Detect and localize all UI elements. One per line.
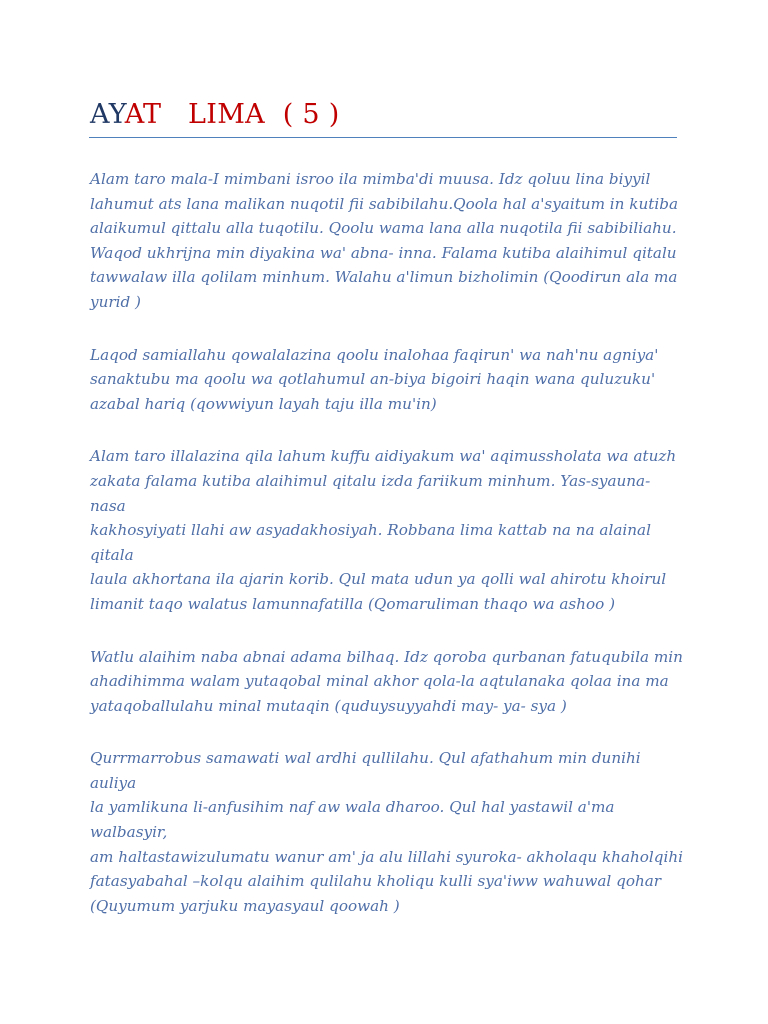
paragraph-2: Laqod samiallahu qowalalazina qoolu inalohaa faqirun' wa nah'nu agniya' sanaktubu ma qoolu wa qotlahumul an-biya bigoiri haqin wana quluzuku' azabal hariq (qowwiyun layah taju illa mu'in) bbox=[90, 345, 659, 413]
title-part-red: AT LIMA ( 5 ) bbox=[124, 99, 340, 130]
document-title bbox=[90, 97, 340, 133]
title-underline-rule bbox=[89, 137, 677, 138]
paragraph-3: Alam taro illalazina qila lahum kuffu aidiyakum wa' aqimussholata wa atuzh zakata falama kutiba alaihimul qitalu izda fariikum minhum. Yas-syauna- nasa kakhosyiyati llahi aw asyadakhosiyah. Robbana lima kattab na na alainal qitala laula akhortana ila ajarin korib. Qul mata udun ya qolli wal ahirotu khoirul limanit taqo walatus lamunnafatilla (Qomaruliman thaqo wa ashoo ) bbox=[90, 447, 677, 613]
title-part-dark: AY bbox=[90, 99, 125, 130]
paragraph-4: Watlu alaihim naba abnai adama bilhaq. Idz qoroba qurbanan fatuqubila min ahadihimma walam yutaqobal minal akhor qola-la aqtulanaka qolaa ina ma yataqoballulahu minal mutaqin (quduysuyyahdi may- ya- sya ) bbox=[90, 647, 683, 715]
paragraph-1: Alam taro mala-I mimbani isroo ila mimba'di muusa. Idz qoluu lina biyyil lahumut ats lana malikan nuqotil fii sabibilahu.Qoola hal a'syaitum in kutiba alaikumul qittalu alla tuqotilu. Qoolu wama lana alla nuqotila fii sabibiliahu. Waqod ukhrijna min diyakina wa' abna- inna. Falama kutiba alaihimul qitalu tawwalaw illa qolilam minhum. Walahu a'limun bizholimin (Qoodirun ala ma yurid ) bbox=[90, 170, 678, 311]
document-body bbox=[90, 167, 690, 946]
paragraph-5: Qurrmarrobus samawati wal ardhi qullilahu. Qul afathahum min dunihi auliya la yamlikuna li-anfusihim naf aw wala dharoo. Qul hal yastawil a'ma walbasyir, am haltastawizulumatu wanur am' ja alu lillahi syuroka- akholaqu khaholqihi fatasyabahal –kolqu alaihim qulilahu kholiqu kulli sya'iww wahuwal qohar (Quyumum yarjuku mayasyaul qoowah ) bbox=[90, 749, 684, 915]
